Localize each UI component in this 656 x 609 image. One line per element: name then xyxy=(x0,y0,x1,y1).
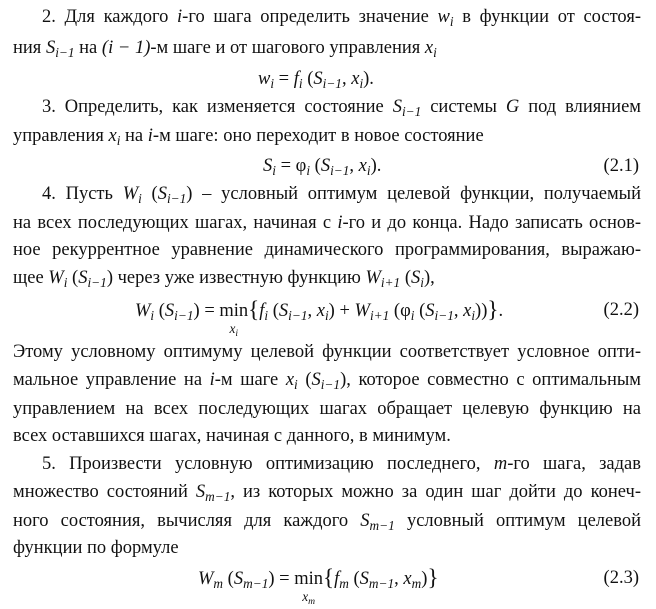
min-operator: min $x_i$ xyxy=(219,300,249,339)
step4-para-line1: Этому условному оптимуму целевой функции соответствует условное опти- xyxy=(13,342,641,362)
step5-line1: 5. Произвести условную оптимизацию последнего, m-го шага, задав xyxy=(42,454,641,474)
step5-line3: ного состояния, вычисляя для каждого $S_{m-1}$ условный оптимум целевой xyxy=(13,511,641,533)
step3-line2: управления $x_i$ на i-м шаге: оно переходит в новое состояние xyxy=(13,126,484,148)
step5-line2: множество состояний $S_{m-1}$, из которых можно за один шаг дойти до конеч- xyxy=(13,482,641,504)
formula-2-3: $W_m$ $(S_{m-1}) = \min$ $x_m$ {$f_m$ ($S_{m-1}$, $x_m$)} xyxy=(198,565,439,607)
step4-line1: 4. Пусть $W_i$ $(S_{i-1})$ – условный оптимум целевой функции, получаемый xyxy=(42,184,641,206)
step4-line3: ное рекуррентное уравнение динамического программирования, выражаю- xyxy=(13,240,641,260)
step2-line2: ния $S_{i-1}$ на (i − 1)-м шаге и от шагового управления $x_i$ xyxy=(13,38,437,60)
equation-number-2-2: (2.2) xyxy=(603,300,639,320)
formula-2-1: $S_i = \varphi_i$ ($S_{i-1}$, $x_i$). xyxy=(263,156,382,178)
step3-line1: 3. Определить, как изменяется состояние $S_{i-1}$ системы G под влиянием xyxy=(42,97,641,119)
step4-para-line3: управлением на всех последующих шагах обращает целевую функцию на xyxy=(13,399,641,419)
formula-2-2: $W_i$ $(S_{i-1}) = \min$ $x_i$ {$f_i$ ($S_{i-1}$, $x_i) + W_{i+1}$ ($\varphi_i$ ($S_{i-1}$, $x_i$))}. xyxy=(135,297,504,339)
step4-para-line2: мальное управление на i-м шаге $x_i$ $(S_{i-1})$, которое совместно с оптимальным xyxy=(13,370,641,392)
step4-para-line4: всех оставшихся шагах, начиная с данного, в минимум. xyxy=(13,426,451,446)
equation-number-2-1: (2.1) xyxy=(603,156,639,176)
step4-line4: щее $W_i$ $(S_{i-1})$ через уже известную функцию $W_{i+1}$ $(S_i)$, xyxy=(13,268,435,290)
formula-w: $w_i = f_i$ ($S_{i-1}$, $x_i$). xyxy=(258,69,374,91)
equation-number-2-3: (2.3) xyxy=(603,568,639,588)
min-operator: min $x_m$ xyxy=(294,568,323,607)
step2-line1: 2. Для каждого i-го шага определить значение $w_i$ в функции от состоя- xyxy=(42,7,642,29)
step5-line4: функции по формуле xyxy=(13,538,179,558)
step4-line2: на всех последующих шагах, начиная с i-го и до конца. Надо записать основ- xyxy=(13,213,641,233)
